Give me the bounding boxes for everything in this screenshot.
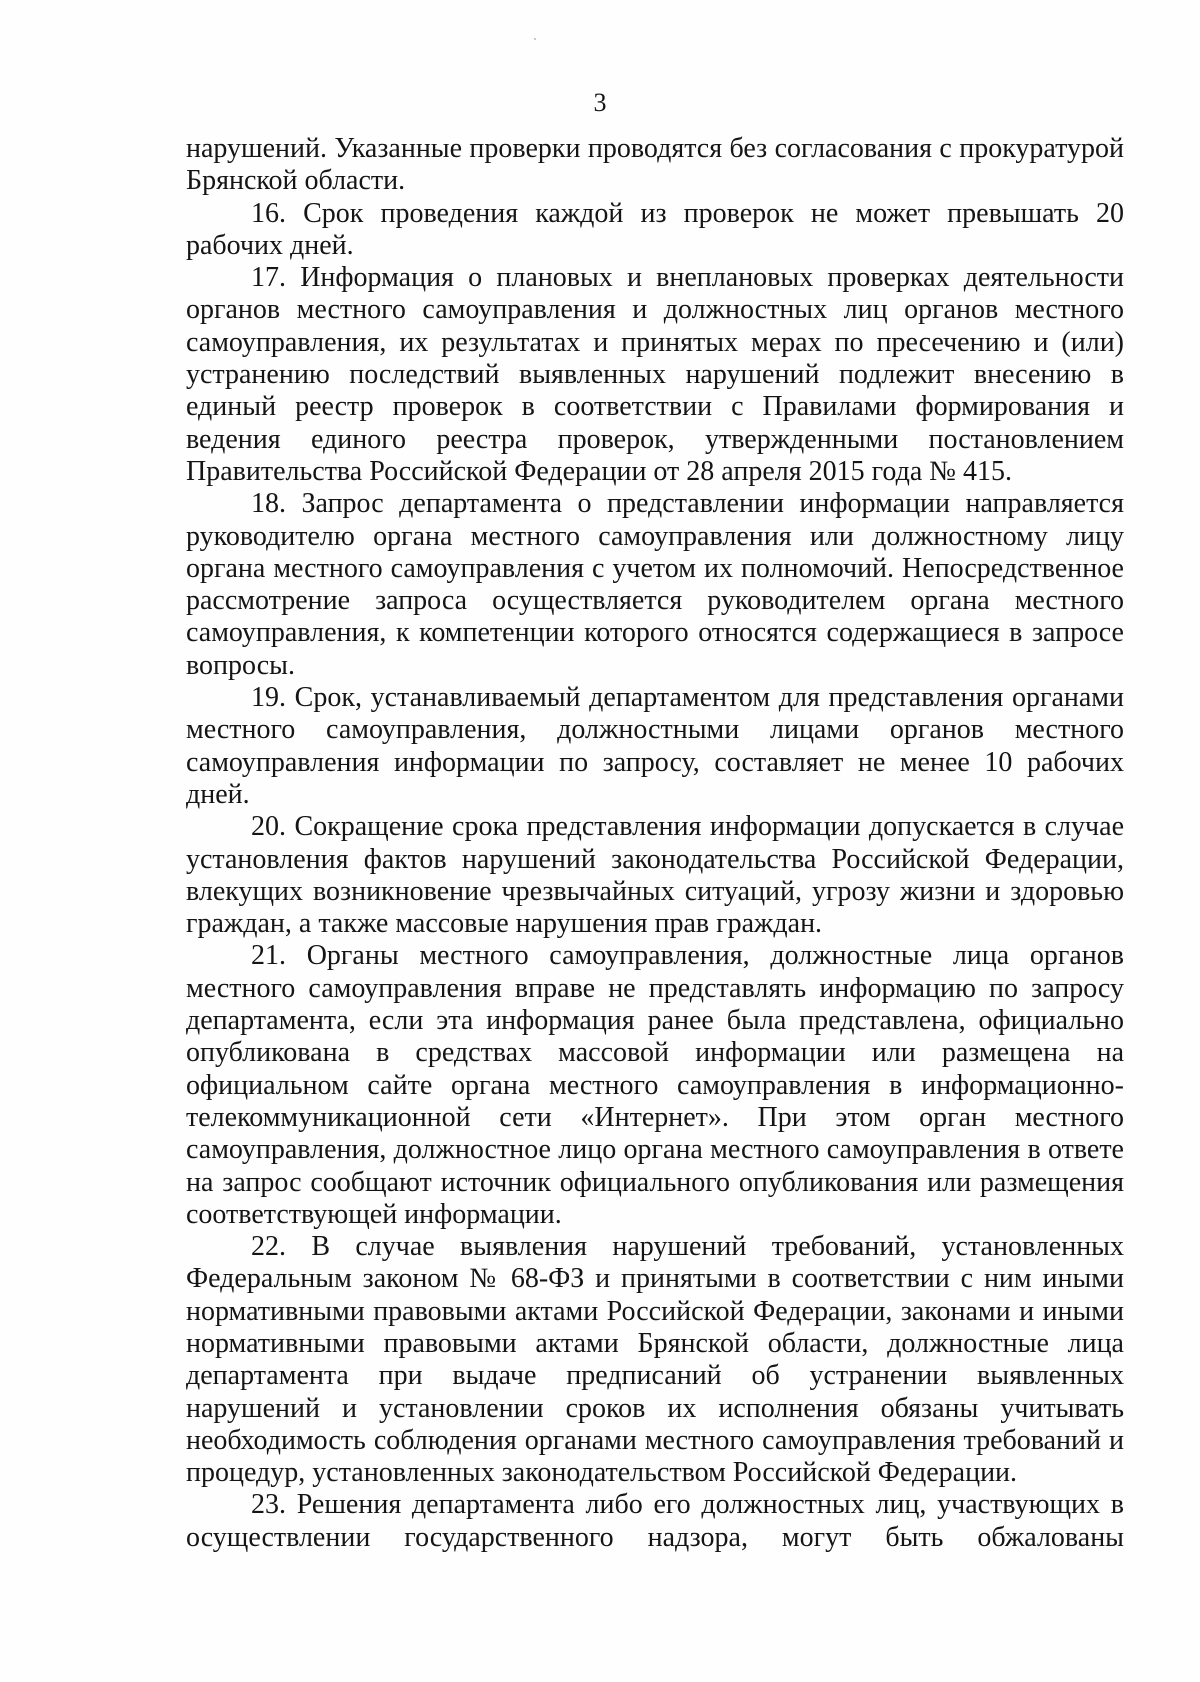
paragraph-18: 18. Запрос департамента о представлении информации направляется руководителю органа местного самоуправления или должностному лицу органа местного самоуправления с учетом их полномочий. Непосредственное рассмотрение запроса осуществляется руководителем органа местного самоуправления, к компетенции которого относятся содержащиеся в запросе вопросы. bbox=[186, 488, 1124, 681]
paragraph-22: 22. В случае выявления нарушений требований, установленных Федеральным законом № 68-ФЗ и принятыми в соответствии с ним иными нормативными правовыми актами Российской Федерации, законами и иными нормативными правовыми актами Брянской области, должностные лица департамента при выдаче предписаний об устранении выявленных нарушений и установлении сроков их исполнения обязаны учитывать необходимость соблюдения органами местного самоуправления требований и процедур, установленных законодательством Российской Федерации. bbox=[186, 1231, 1124, 1489]
document-body bbox=[186, 133, 1124, 1554]
scan-speck bbox=[534, 38, 536, 40]
paragraph-16: 16. Срок проведения каждой из проверок не может превышать 20 рабочих дней. bbox=[186, 197, 1124, 261]
paragraph-23: 23. Решения департамента либо его должностных лиц, участвующих в осуществлении государственного надзора, могут быть обжалованы bbox=[186, 1489, 1124, 1553]
paragraph-20: 20. Сокращение срока представления информации допускается в случае установления фактов нарушений законодательства Российской Федерации, влекущих возникновение чрезвычайных ситуаций, угрозу жизни и здоровью граждан, а также массовые нарушения прав граждан. bbox=[186, 811, 1124, 940]
paragraph-17: 17. Информация о плановых и внеплановых проверках деятельности органов местного самоуправления и должностных лиц органов местного самоуправления, их результатах и принятых мерах по пресечению и (или) устранению последствий выявленных нарушений подлежит внесению в единый реестр проверок в соответствии с Правилами формирования и ведения единого реестра проверок, утвержденными постановлением Правительства Российской Федерации от 28 апреля 2015 года № 415. bbox=[186, 262, 1124, 487]
paragraph-21: 21. Органы местного самоуправления, должностные лица органов местного самоуправления вправе не представлять информацию по запросу департамента, если эта информация ранее была представлена, официально опубликована в средствах массовой информации или размещена на официальном сайте органа местного самоуправления в информационно-телекоммуникационной сети «Интернет». При этом орган местного самоуправления, должностное лицо органа местного самоуправления в ответе на запрос сообщают источник официального опубликования или размещения соответствующей информации. bbox=[186, 940, 1124, 1230]
paragraph-continuation: нарушений. Указанные проверки проводятся без согласования с прокуратурой Брянской области. bbox=[186, 133, 1124, 197]
page-number: 3 bbox=[593, 88, 607, 117]
paragraph-19: 19. Срок, устанавливаемый департаментом для представления органами местного самоуправления, должностными лицами органов местного самоуправления информации по запросу, составляет не менее 10 рабочих дней. bbox=[186, 682, 1124, 810]
